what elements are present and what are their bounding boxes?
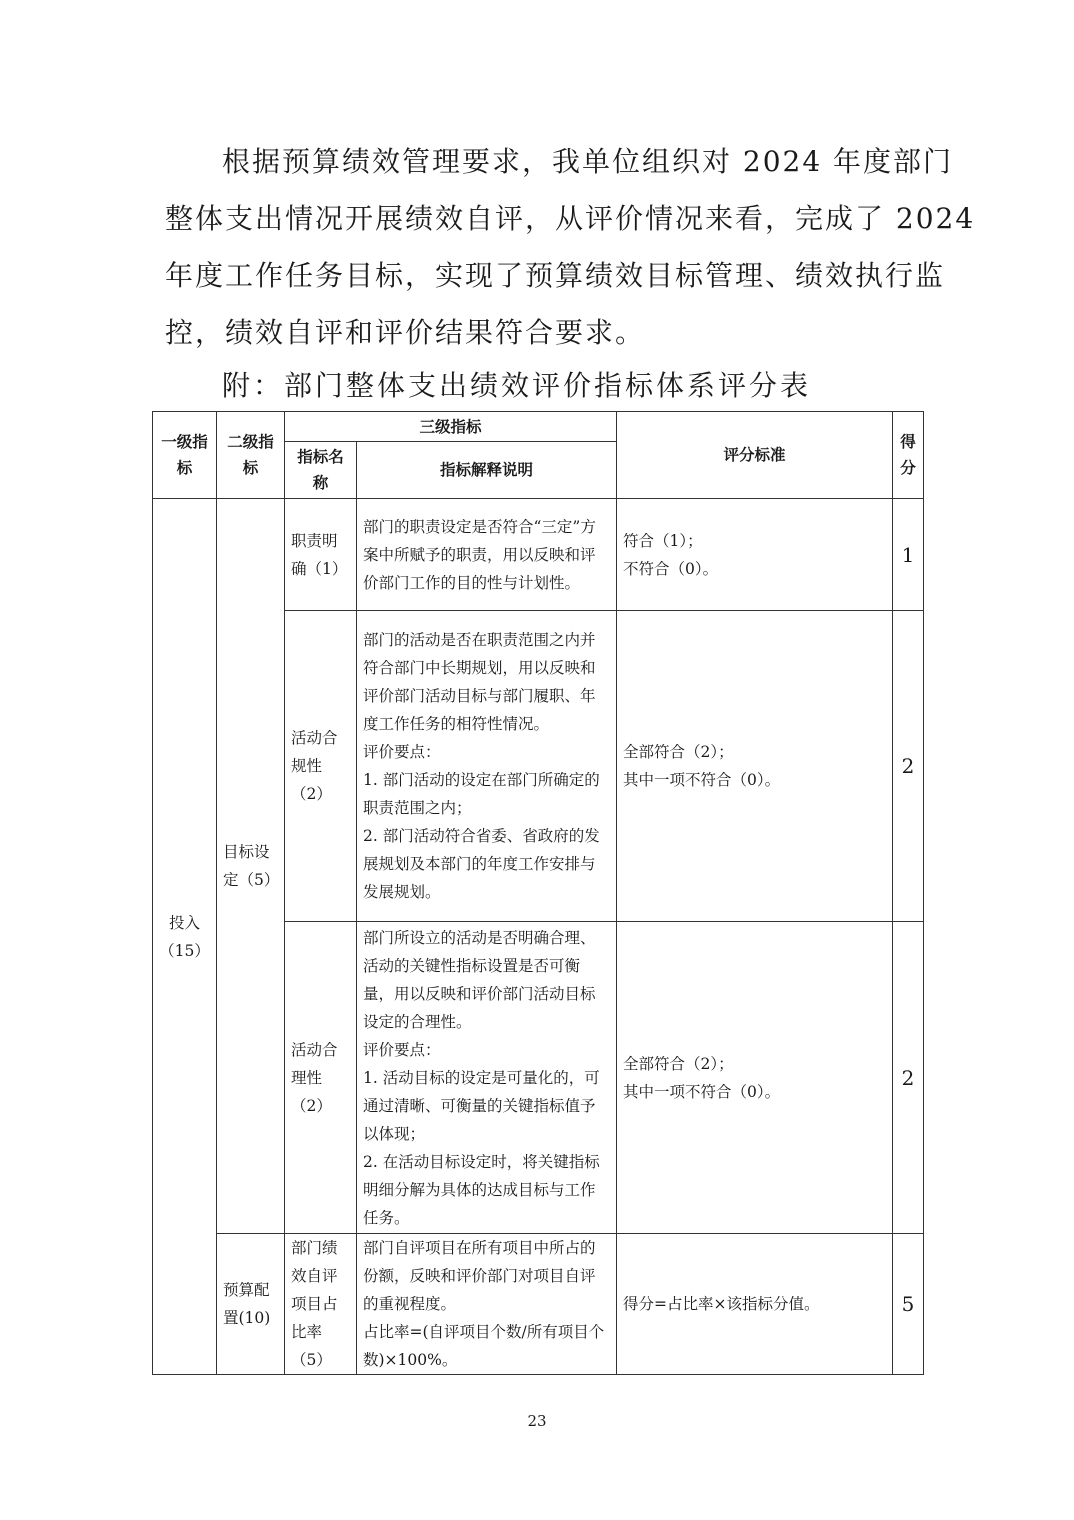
score-cell: 2 <box>893 611 924 922</box>
header-score: 得分 <box>893 412 924 499</box>
criteria-line: 其中一项不符合（0）。 <box>623 771 781 789</box>
criteria-line: 全部符合（2）； <box>623 1054 734 1073</box>
indicator-name: 活动合理性（2） <box>285 922 357 1234</box>
level2-cell: 预算配置(10) <box>217 1234 285 1375</box>
desc-text: 部门所设立的活动是否明确合理、活动的关键性指标设置是否可衡量，用以反映和评价部门活动目标设定的合理性。 <box>363 928 596 1031</box>
formula-text: 占比率=(自评项目个数/所有项目个数)×100%。 <box>363 1323 605 1369</box>
table-row <box>153 499 924 611</box>
indicator-desc <box>357 611 617 922</box>
criteria-cell <box>617 922 893 1234</box>
paragraph-line: 控，绩效自评和评价结果符合要求。 <box>165 316 646 349</box>
criteria-cell <box>617 611 893 922</box>
points-label: 评价要点： <box>363 743 441 761</box>
indicator-desc: 部门的职责设定是否符合“三定”方案中所赋予的职责，用以反映和评价部门工作的目的性与计划性。 <box>357 499 617 611</box>
header-level3: 三级指标 <box>285 412 617 442</box>
paragraph-line: 根据预算绩效管理要求，我单位组织对 2024 年度部门 <box>222 145 954 178</box>
header-indicator-name: 指标名称 <box>285 442 357 499</box>
criteria-line: 得分=占比率×该指标分值。 <box>623 1295 820 1313</box>
point-item: 1. 部门活动的设定在部门所确定的职责范围之内； <box>363 771 600 817</box>
level2-cell: 目标设定（5） <box>217 499 285 1234</box>
points-label: 评价要点： <box>363 1040 441 1059</box>
paragraph-line: 年度工作任务目标，实现了预算绩效目标管理、绩效执行监 <box>165 259 946 292</box>
header-indicator-desc: 指标解释说明 <box>357 442 617 499</box>
indicator-desc <box>357 922 617 1234</box>
header-level2: 二级指标 <box>217 412 285 499</box>
paragraph-line: 整体支出情况开展绩效自评，从评价情况来看，完成了 2024 <box>165 202 976 235</box>
criteria-line: 不符合（0）。 <box>623 559 719 578</box>
score-cell: 2 <box>893 922 924 1234</box>
criteria-cell <box>617 1234 893 1375</box>
point-item: 2. 在活动目标设定时，将关键指标明细分解为具体的达成目标与工作任务。 <box>363 1152 600 1227</box>
score-cell: 5 <box>893 1234 924 1375</box>
indicator-desc <box>357 1234 617 1375</box>
table-row <box>153 1234 924 1375</box>
criteria-line: 其中一项不符合（0）。 <box>623 1082 781 1101</box>
header-criteria: 评分标准 <box>617 412 893 499</box>
level1-cell: 投入（15） <box>153 499 217 1375</box>
indicator-name: 部门绩效自评项目占比率（5） <box>285 1234 357 1375</box>
desc-text: 部门的活动是否在职责范围之内并符合部门中长期规划，用以反映和评价部门活动目标与部门履职、年度工作任务的相符性情况。 <box>363 631 596 733</box>
point-item: 1. 活动目标的设定是可量化的，可通过清晰、可衡量的关键指标值予以体现； <box>363 1068 600 1143</box>
point-item: 2. 部门活动符合省委、省政府的发展规划及本部门的年度工作安排与发展规划。 <box>363 827 600 901</box>
indicator-name: 职责明确（1） <box>285 499 357 611</box>
criteria-line: 符合（1）； <box>623 531 703 550</box>
header-level1: 一级指标 <box>153 412 217 499</box>
table-caption: 附：部门整体支出绩效评价指标体系评分表 <box>222 369 812 402</box>
page-number: 23 <box>527 1412 547 1430</box>
criteria-cell <box>617 499 893 611</box>
indicator-name: 活动合规性（2） <box>285 611 357 922</box>
criteria-line: 全部符合（2）； <box>623 743 734 761</box>
desc-text: 部门自评项目在所有项目中所占的份额，反映和评价部门对项目自评的重视程度。 <box>363 1239 596 1313</box>
score-cell: 1 <box>893 499 924 611</box>
evaluation-table <box>152 411 924 1375</box>
